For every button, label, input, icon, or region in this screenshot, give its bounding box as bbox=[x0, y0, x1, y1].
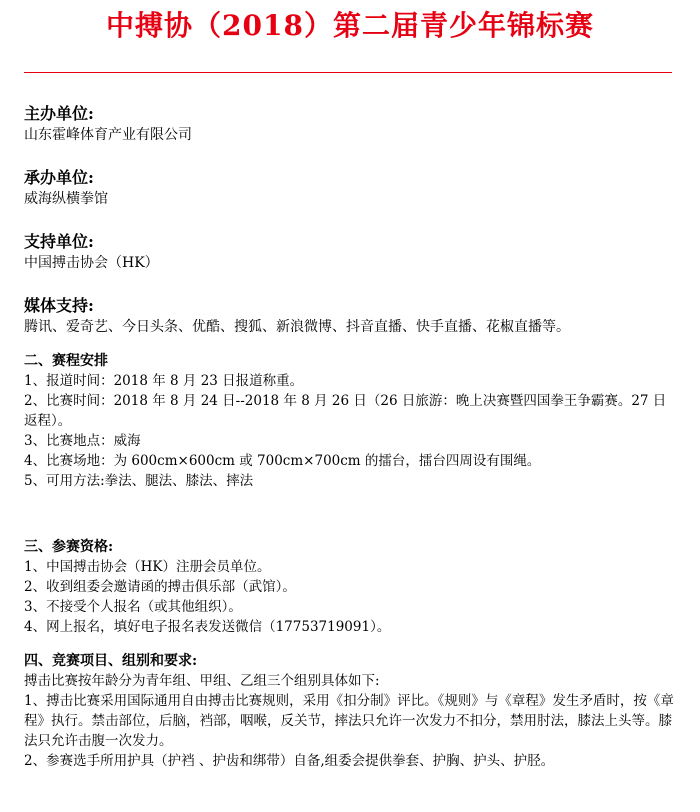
eligibility-item: 1、中国搏击协会（HK）注册会员单位。 bbox=[24, 559, 271, 575]
events-item: 2、参赛选手所用护具（护裆 、护齿和绑带）自备,组委会提供拳套、护胸、护头、护胫。 bbox=[24, 753, 555, 769]
support-section bbox=[24, 231, 676, 273]
schedule-item: 3、比赛地点：威海 bbox=[24, 433, 141, 449]
support-label: 支持单位: bbox=[24, 232, 94, 251]
schedule-item: 4、比赛场地：为 600cm×600cm 或 700cm×700cm 的擂台，擂台四周设有围绳。 bbox=[24, 453, 541, 469]
host-label: 主办单位: bbox=[24, 104, 94, 123]
document-title: 中搏协（2018）第二届青少年锦标赛 bbox=[106, 9, 594, 42]
support-value: 中国搏击协会（HK） bbox=[24, 255, 159, 271]
media-section bbox=[24, 295, 676, 337]
host-section bbox=[24, 103, 676, 145]
host-value: 山东霍峰体育产业有限公司 bbox=[24, 127, 192, 143]
schedule-heading: 二、赛程安排 bbox=[24, 353, 108, 369]
eligibility-item: 3、不接受个人报名（或其他组织）。 bbox=[24, 599, 242, 615]
events-item: 1、搏击比赛采用国际通用自由搏击比赛规则，采用《扣分制》评比。《规则》与《章程》发生矛盾时，按《章程》执行。禁击部位，后脑，裆部，咽喉，反关节，摔法只允许一次发力不扣分，禁用肘法，膝法上头等。膝法只允许击腹一次发力。 bbox=[24, 693, 674, 749]
media-value: 腾讯、爱奇艺、今日头条、优酷、搜狐、新浪微博、抖音直播、快手直播、花椒直播等。 bbox=[24, 319, 570, 335]
organizer-label: 承办单位: bbox=[24, 168, 94, 187]
eligibility-item: 2、收到组委会邀请函的搏击俱乐部（武馆）。 bbox=[24, 579, 296, 595]
media-label: 媒体支持: bbox=[24, 296, 94, 315]
eligibility-item: 4、网上报名，填好电子报名表发送微信（17753719091）。 bbox=[24, 619, 391, 635]
events-heading: 四、竞赛项目、组别和要求: bbox=[24, 653, 198, 669]
events-section bbox=[24, 651, 676, 771]
organizer-section bbox=[24, 167, 676, 209]
title-divider bbox=[24, 72, 672, 73]
schedule-section bbox=[24, 351, 676, 491]
eligibility-section bbox=[24, 537, 676, 637]
schedule-item: 5、可用方法:拳法、腿法、膝法、摔法 bbox=[24, 473, 254, 489]
events-intro: 搏击比赛按年龄分为青年组、甲组、乙组三个组别具体如下: bbox=[24, 673, 380, 689]
eligibility-heading: 三、参赛资格: bbox=[24, 539, 114, 555]
organizer-value: 威海纵横拳馆 bbox=[24, 191, 108, 207]
schedule-item: 2、比赛时间：2018 年 8 月 24 日--2018 年 8 月 26 日（26 日旅游：晚上决赛暨四国拳王争霸赛。27 日返程）。 bbox=[24, 393, 667, 429]
schedule-item: 1、报道时间：2018 年 8 月 23 日报道称重。 bbox=[24, 373, 304, 389]
document-body bbox=[24, 103, 676, 771]
